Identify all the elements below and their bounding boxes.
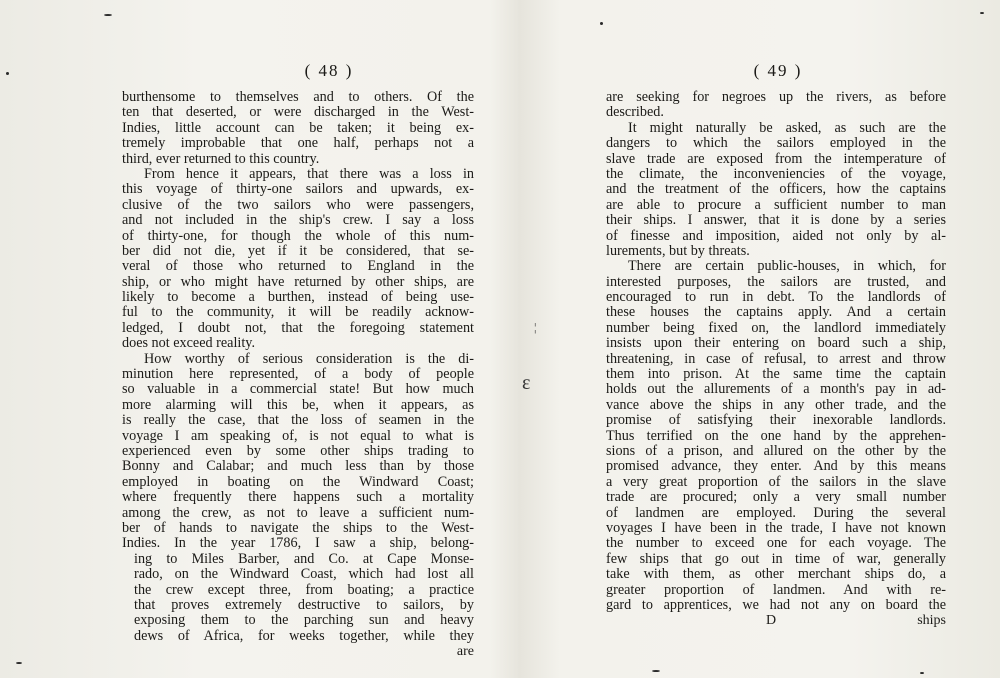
gutter-mark: ¦ [534,320,537,334]
text-line: burthensome to themselves and to others. Of the [122,89,474,105]
text-line: dangers to which the sailors employed in the [606,135,946,152]
right-page-text [606,90,946,628]
text-line: Bonny and Calabar; and much less than by those [122,458,474,475]
text-line: their ships. I answer, that it is done by a series [606,212,946,229]
text-line: the crew except three, from boating; a practice [134,581,474,598]
text-line: and not included in the ship's crew. I say a loss [122,212,474,229]
signature-mark: D [766,613,777,629]
text-line: this voyage of thirty-one sailors and upwards, ex- [122,181,474,198]
text-line: Indies, little account can be taken; it being ex- [122,119,474,136]
text-line: that proves extremely destructive to sailors, by [134,596,474,613]
text-line: veral of those who returned to England in the [122,258,474,275]
text-line: among the crew, as not to leave a sufficient num- [122,504,474,521]
text-line: them into prison. At the same time the captain [606,366,946,383]
text-line: these houses the captains apply. And a certain [606,304,946,321]
text-line: greater proportion of landmen. And with re- [606,581,946,598]
text-line: ber did not die, yet if it be considered, that se- [122,242,474,259]
text-line: so valuable in a commercial state! But how much [122,381,474,398]
page-number-left: ( 48 ) [304,61,354,80]
text-line: It might naturally be asked, as such are the [628,119,946,136]
text-line: likely to become a burthen, instead of being use- [122,289,474,306]
text-line: ship, or who might have returned by other ships, are [122,273,474,290]
text-line: How worthy of serious consideration is the di- [144,350,474,367]
text-line: third, ever returned to this country. [122,150,320,167]
catchword: are [456,644,474,660]
right-page [606,58,946,628]
text-line: encouraged to run in debt. To the landlords of [606,289,946,306]
speck [16,662,22,664]
text-line: ing to Miles Barber, and Co. at Cape Monse- [134,550,474,567]
signature-row [606,613,946,628]
text-line: sions of a prison, and allured on the other by the [606,442,946,459]
gutter-marks [512,300,552,460]
text-line: rado, on the Windward Coast, which had lost all [134,566,474,583]
speck [104,14,112,16]
text-line: exposing them to the parching sun and heavy [134,612,474,629]
left-page [122,58,474,659]
text-line: and the treatment of the officers, how the captains [606,181,946,198]
text-line: promised advance, they enter. And by this means [606,458,946,475]
text-line: Indies. In the year 1786, I saw a ship, belong- [122,535,474,552]
text-line: the climate, the inconveniencies of the voyage, [606,165,946,182]
text-line: tremely improbable that one half, perhaps not a [122,135,474,152]
gutter-mark: ɛ [522,372,531,394]
text-line: ber of hands to navigate the ships to the West- [122,519,474,536]
text-line: more alarming will this be, when it appears, as [122,396,474,413]
text-line: vance above the ships in any other trade, and the [606,396,946,413]
text-line: voyages I have been in the trade, I have not known [606,519,946,536]
text-line: few ships that go out in time of war, generally [606,550,946,567]
text-line: employed in boating on the Windward Coast; [122,473,474,490]
text-line: ledged, I doubt not, that the foregoing statement [122,319,474,336]
text-line: described. [606,104,664,121]
text-line: insists upon their entering on board such a ship, [606,335,946,352]
text-line: where frequently there happens such a mortality [122,489,474,506]
text-line: clusive of the two sailors who were passengers, [122,196,474,213]
text-line: the number to exceed one for each voyage. The [606,535,946,552]
text-line: is really the case, that the loss of seamen in the [122,412,474,429]
text-line: dews of Africa, for weeks together, while they [134,627,474,644]
text-line: a very great proportion of the sailors in the slave [606,473,946,490]
text-line: are seeking for negroes up the rivers, as before [606,89,946,105]
text-line: Thus terrified on the one hand by the apprehen- [606,427,946,444]
speck [652,670,660,672]
text-line: ful to the community, it will be readily acknow- [122,304,474,321]
text-line: slave trade are exposed from the intemperature of [606,150,946,167]
text-line: promise of satisfying their inexorable landlords. [606,412,946,429]
text-line: voyage I am speaking of, is not equal to what is [122,427,474,444]
left-page-text [122,90,474,659]
text-line: trade are procured; only a very small number [606,489,946,506]
speck [920,672,924,674]
text-line: does not exceed reality. [122,335,256,352]
catchword-row [122,644,474,659]
text-line: gard to apprentices, we had not any on board the [606,596,946,613]
speck [6,72,9,75]
text-line: There are certain public-houses, in which, for [628,258,946,275]
text-line: of finesse and imposition, aided not only by al- [606,227,946,244]
speck [980,12,984,14]
text-line: number being fixed on, the landlord immediately [606,319,946,336]
text-line: From hence it appears, that there was a loss in [144,165,474,182]
catchword: ships [917,613,946,629]
text-line: of thirty-one, for though the whole of this num- [122,227,474,244]
text-line: of landmen are employed. During the several [606,504,946,521]
text-line: are able to procure a sufficient number to man [606,196,946,213]
text-line: threatening, in case of refusal, to arrest and throw [606,350,946,367]
text-line: minution here represented, of a body of people [122,366,474,383]
text-line: holds out the allurements of a month's pay in ad- [606,381,946,398]
text-line: interested purposes, the sailors are trusted, and [606,273,946,290]
text-line: ten that deserted, or were discharged in the West- [122,104,474,121]
text-line: lurements, but by threats. [606,242,750,259]
page-number-right: ( 49 ) [753,61,803,80]
text-line: experienced even by some other ships trading to [122,442,474,459]
text-line: take with them, as other merchant ships do, a [606,566,946,583]
speck [600,22,603,25]
